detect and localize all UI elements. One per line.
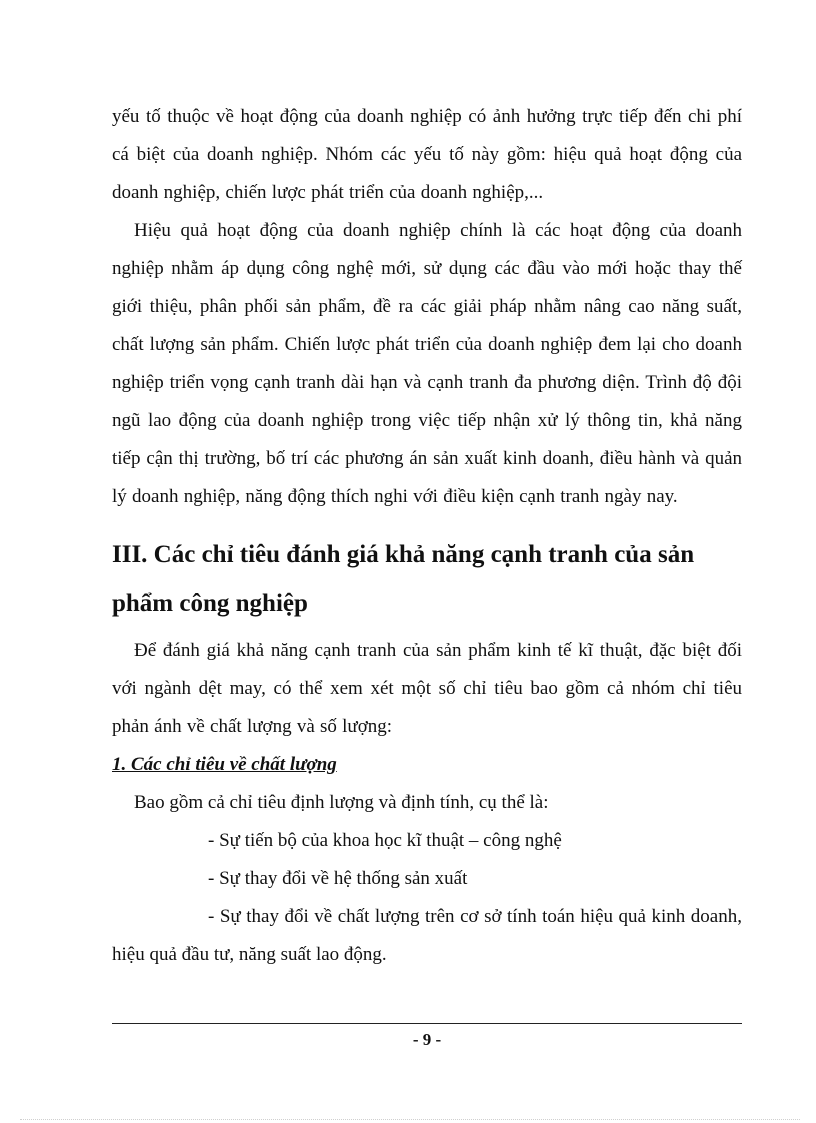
subsection-intro: Bao gồm cả chỉ tiêu định lượng và định tính, cụ thể là:: [134, 792, 549, 813]
paragraph-continuation: yếu tố thuộc về hoạt động của doanh nghiệp có ảnh hưởng trực tiếp đến chi phí cá biệt của doanh nghiệp. Nhóm các yếu tố này gồm: hiệu quả hoạt động của doanh nghiệp, chiến lược phát triển của doanh nghiệp,...: [112, 106, 742, 203]
paragraph-business-efficiency: Hiệu quả hoạt động của doanh nghiệp chính là các hoạt động của doanh nghiệp nhằm áp dụng công nghệ mới, sử dụng các đầu vào mới hoặc thay thế giới thiệu, phân phối sản phẩm, đề ra các giải pháp nhằm nâng cao năng suất, chất lượng sản phẩm. Chiến lược phát triển của doanh nghiệp đem lại cho doanh nghiệp triển vọng cạnh tranh dài hạn và cạnh tranh đa phương diện. Trình độ đội ngũ lao động của doanh nghiệp trong việc tiếp nhận xử lý thông tin, khả năng tiếp cận thị trường, bố trí các phương án sản xuất kinh doanh, điều hành và quản lý doanh nghiệp, năng động thích nghi với điều kiện cạnh tranh ngày nay.: [112, 220, 742, 507]
list-item: - Sự thay đổi về chất lượng trên cơ sở tính toán hiệu quả kinh doanh, hiệu quả đầu tư, năng suất lao động.: [112, 906, 742, 965]
section-heading: III. Các chỉ tiêu đánh giá khả năng cạnh tranh của sản phẩm công nghiệp: [112, 541, 695, 617]
section-intro-paragraph: Để đánh giá khả năng cạnh tranh của sản phẩm kinh tế kĩ thuật, đặc biệt đối với ngành dệt may, có thể xem xét một số chỉ tiêu bao gồm cả nhóm chỉ tiêu phản ánh về chất lượng và số lượng:: [112, 640, 742, 737]
subsection-heading: 1. Các chỉ tiêu về chất lượng: [112, 754, 337, 775]
page-number: - 9 -: [412, 1030, 442, 1049]
page-body: [112, 98, 742, 974]
list-item: - Sự thay đổi về hệ thống sản xuất: [208, 868, 468, 889]
footer-divider: [112, 1023, 742, 1024]
list-item: - Sự tiến bộ của khoa học kĩ thuật – công nghệ: [208, 830, 562, 851]
page-edge-dotted-line: [20, 1119, 800, 1120]
